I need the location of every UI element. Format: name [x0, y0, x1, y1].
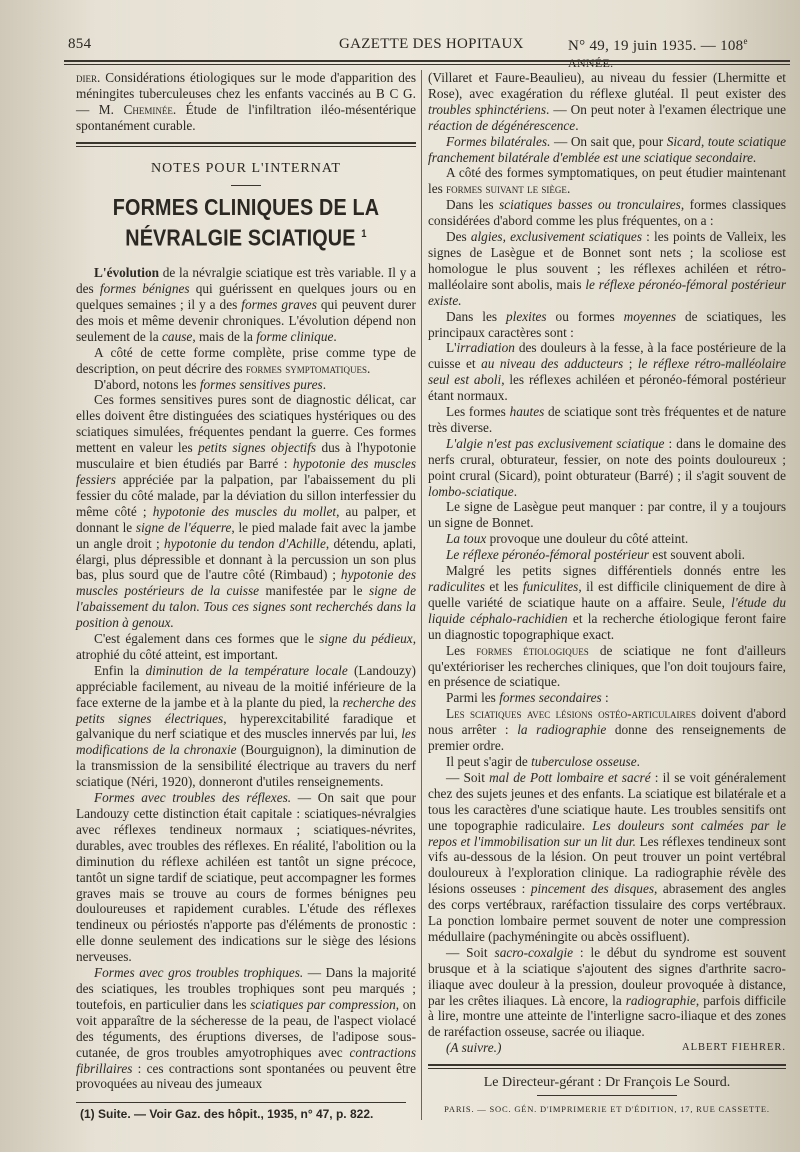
right-paragraph: (Villaret et Faure-Beaulieu), au niveau du fessier (Lhermitte et Rose), avec exagération du réflexe glutéal. Il peut exister des troubles sphinctériens. — On peut noter à l'examen électrique une réaction de dégénérescence. [428, 70, 786, 133]
right-paragraph: Des algies, exclusivement sciatiques : les points de Valleix, les signes de Lasègue et de Bonnet sont nets ; la scoliose est homologue le plus souvent ; les réflexes achiléen et rétro-malléolaire sont abolis, mais le réflexe péronéo-fémoral postérieur existe. [428, 229, 786, 308]
right-paragraph: Malgré les petits signes différentiels donnés entre les radiculites et les funiculites, il est difficile cliniquement de dire à quelle variété de sciatique haute on a affaire. Seule, l'étude du liquide céphalo-rachidien et la recherche étiologique feront faire un diagnostic topographique exact. [428, 563, 786, 642]
right-paragraph: Il peut s'agir de tuberculose osseuse. [446, 753, 640, 769]
footnote: (1) Suite. — Voir Gaz. des hôpit., 1935, n° 47, p. 822. [80, 1107, 374, 1122]
page-number: 854 [68, 36, 92, 52]
printer-rule [537, 1095, 677, 1096]
right-paragraph: Les sciatiques avec lésions ostéo-articulaires doivent d'abord nous arrêter : la radiographie donne des renseignements de premier ordre. [428, 706, 786, 754]
right-paragraph: A côté des formes symptomatiques, on peut étudier maintenant les formes suivant le siège. [428, 165, 786, 197]
right-paragraph: — Soit mal de Pott lombaire et sacré : il se voit généralement chez des sujets jeunes et des enfants. La sciatique est bilatérale et a tous les caractères d'une sciatique haute. Les troubles sensitifs ont une topographie radiculaire. Les douleurs sont calmées par le repos et l'immobilisation sur un lit dur. Les réflexes tendineux sont vifs au-dessous de la lésion. On peut trouver un point vertébral douloureux à l'exploration clinique. La radiographie révèle des lésions osseuses : pincement des disques, abrasement des angles des corps vertébraux, raréfaction tissulaire des corps vertébraux. La ponction lombaire permet souvent de noter une compression médullaire (pachyméningite ou abcès ossifluent). [428, 769, 787, 944]
left-paragraph: Formes avec gros troubles trophiques. — Dans la majorité des sciatiques, les troubles trophiques sont peu marqués ; toutefois, en particulier dans les sciatiques par compression, on voit apparaître de la sécheresse de la peau, de l'aspect violacé des téguments, des éruptions diverses, de l'adipose sous-cutanée, de gros troubles amyotrophiques avec contractions fibrillaires : ces contractions sont spontanées ou peuvent être provoquées au niveau des jumeaux [76, 965, 416, 1092]
header-rule [64, 60, 790, 62]
journal-name: GAZETTE DES HOPITAUX [339, 36, 524, 52]
right-paragraph: Le signe de Lasègue peut manquer : par contre, il y a toujours un signe de Bonnet. [428, 499, 786, 531]
end-rule-thin [428, 1068, 786, 1069]
article-title: FORMES CLINIQUES DE LA NÉVRALGIE SCIATIQUE $^1$ [112, 193, 380, 251]
left-article-body [76, 265, 416, 1092]
right-paragraph: L'algie n'est pas exclusivement sciatique : dans le domaine des nerfs crural, obturateur, fessier, on note des points douloureux ; point crural (Sicard), point obturateur (Barré) ; il s'agit souvent de lombo-sciatique. [428, 435, 787, 499]
right-column [428, 70, 786, 1118]
right-paragraph: Les formes étiologiques de sciatique ne font d'ailleurs qu'extérioriser les recherches cliniques, que l'on doit toujours faire, en présence de sciatique. [428, 642, 786, 690]
right-paragraph: — Soit sacro-coxalgie : le début du syndrome est souvent brusque et à la sciatique s'ajoutent des signes d'arthrite sacro-iliaque avec douleur à la pression, douleur provoquée à distance, par les crêtes iliaques. Là encore, la radiographie, parfois difficile à lire, montre une atteinte de l'interligne sacro-iliaque et des zones de raréfaction osseuse, sacrée ou iliaque. [428, 944, 786, 1040]
intro-paragraph: dier. Considérations étiologiques sur le mode d'apparition des méningites tuberculeuses chez les enfants vaccinés au B C G. — M. Cheminée. Étude de l'infiltration iléo-mésentérique spontanément curable. [76, 70, 416, 133]
right-paragraph: Les formes hautes de sciatique sont très fréquentes et de nature très diverse. [428, 404, 786, 435]
section-rule [76, 142, 416, 144]
right-paragraph: Dans les sciatiques basses ou tronculaires, formes classiques considérées d'abord comme les plus fréquentes, on a : [428, 197, 787, 229]
left-paragraph: D'abord, notons les formes sensitives pures. [94, 376, 327, 392]
left-paragraph: Formes avec troubles des réflexes. — On sait que pour Landouzy cette distinction était capitale : sciatiques-névralgies avec réflexes tendineux normaux ; sciatiques-névrites, durables, avec troubles des réflexes. En réalité, l'abolition ou la diminution du réflexe achiléen est tantôt un signe précoce, tantôt un signe tardif de sciatique, peut accompagner les formes graves mais se trouve au cours de formes bénignes peu douloureuses et rapidement curables. L'étude des réflexes tendineux ou périostés n'apporte pas d'éléments de pronostic : elle donne seulement des indications sur le siège des lésions nerveuses. [76, 790, 416, 965]
right-paragraph: La toux provoque une douleur du côté atteint. [446, 531, 689, 547]
right-paragraph: Formes bilatérales. — On sait que, pour Sicard, toute sciatique franchement bilatérale d'emblée est une sciatique secondaire. [428, 133, 786, 165]
printer-line: PARIS. — SOC. GÉN. D'IMPRIMERIE ET D'ÉDITION, 17, RUE CASSETTE. [444, 1104, 770, 1115]
signature-line [428, 1040, 786, 1056]
left-paragraph: C'est également dans ces formes que le signe du pédieux, atrophié du côté atteint, est important. [76, 631, 417, 662]
right-paragraph: Parmi les formes secondaires : [446, 690, 609, 706]
director-line: Le Directeur-gérant : Dr François Le Sourd. [483, 1075, 731, 1091]
right-paragraph: Le réflexe péronéo-fémoral postérieur est souvent aboli. [446, 547, 746, 563]
issue-info: N° 49, 19 juin 1935. — 108e ANNÉE. [568, 36, 748, 70]
author-name: ALBERT FIEHRER. [681, 1042, 786, 1054]
left-paragraph: Enfin la diminution de la température locale (Landouzy) appréciable facilement, au niveau de la moitié inférieure de la face externe de la jambe et à la plante du pied, la recherche des petits signes électriques, hyperexcitabilité faradique et galvanique du nerf sciatique et des muscles innervés par lui, les modifications de la chronaxie (Bourguignon), la diminution de la transmission de la sensibilité électrique au travers du nerf sciatique (Néri, 1920), donneront d'utiles renseignements. [76, 662, 417, 790]
column-divider [421, 70, 422, 1120]
title-separator [231, 185, 261, 186]
section-heading: NOTES POUR L'INTERNAT [151, 160, 341, 176]
header-rule-thin [64, 64, 790, 65]
right-paragraph: Dans les plexites ou formes moyennes de sciatiques, les principaux caractères sont : [428, 308, 786, 340]
left-paragraph: Ces formes sensitives pures sont de diagnostic délicat, car elles doivent être distinguées des sciatiques hystériques ou des sciatiques simulées, fréquentes pendant la guerre. Ces formes mettent en valeur les petits signes objectifs dus à l'hypotonie musculaire et bien étudiés par Barré : hypotonie des muscles fessiers appréciée par la palpation, par l'abaissement du pli fessier du côté malade, par la déviation du sillon interfessier du même côté ; hypotonie des muscles du mollet, au palper, et donnant le signe de l'équerre, le pied malade fait avec la jambe un angle droit ; hypotonie du tendon d'Achille, détendu, aplati, élargi, plus dépressible et donnant à la percussion un son plus bas, plus sourd que de l'autre côté (Rimbaud) ; hypotonie des muscles postérieurs de la cuisse manifestée par le signe de l'abaissement du talon. Tous ces signes sont recherchés dans la position à genoux. [76, 392, 417, 631]
left-paragraph: A côté de cette forme complète, prise comme type de description, on peut décrire des formes symptomatiques. [76, 344, 416, 376]
page-header [60, 36, 792, 70]
left-paragraph: L'évolution de la névralgie sciatique est très variable. Il y a des formes bénignes qui guérissent en quelques jours ou en quelques semaines ; il y a des formes graves qui peuvent durer des mois et même devenir chroniques. L'évolution dépend non seulement de la cause, mais de la forme clinique. [76, 265, 416, 344]
right-paragraph: L'irradiation des douleurs à la fesse, à la face postérieure de la cuisse et au niveau des adducteurs ; le réflexe rétro-malléolaire seul est aboli, les réflexes achiléen et péronéo-fémoral postérieur étant normaux. [428, 340, 787, 404]
right-article-body [428, 70, 786, 1040]
left-column [76, 70, 416, 1123]
end-rule [428, 1064, 786, 1066]
to-be-continued: (A suivre.) [446, 1040, 502, 1056]
section-rule-thin [76, 146, 416, 147]
footnote-rule [76, 1102, 406, 1103]
